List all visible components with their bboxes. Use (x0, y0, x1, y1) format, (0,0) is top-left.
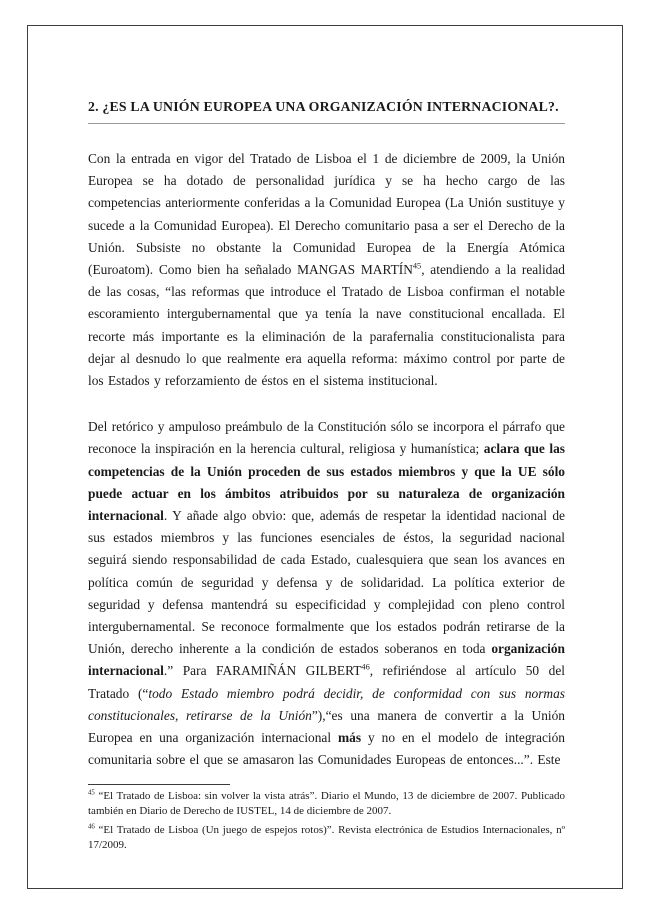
footnote-separator (88, 784, 230, 785)
footnote-marker: 46 (88, 823, 95, 831)
heading-underline (88, 123, 565, 124)
paragraph-2: Del retórico y ampuloso preámbulo de la Constitución sólo se incorpora el párrafo que reconoce la inspiración en la herencia cultural, religiosa y humanística; aclara que las competencias de la Unión proceden de sus estados miembros y que la UE sólo puede actuar en los ámbitos atribuidos por su naturaleza de organización internacional. Y añade algo obvio: que, además de respetar la identidad nacional de sus estados miembros y las funciones esenciales de éstos, la seguridad nacional seguirá siendo responsabilidad de cada Estado, cualesquiera que sean los avances en política común de seguridad y defensa y de solidaridad. La política exterior de seguridad y defensa mantendrá su especificidad y complejidad con pleno control intergubernamental. Se reconoce formalmente que los estados podrán retirarse de la Unión, derecho inherente a la condición de estados soberanos en toda organización internacional.” Para FARAMIÑÁN GILBERT$^{46}$, refiriéndose al artículo 50 del Tratado (“todo Estado miembro podrá decidir, de conformidad con sus normas constitucionales, retirarse de la Unión”),“es una manera de convertir a la Unión Europea en una organización internacional más y no en el modelo de integración comunitaria sobre el que se amasaron las Comunidades Europeas de entonces...”. Este (88, 419, 565, 768)
paragraph-1: Con la entrada en vigor del Tratado de Lisboa el 1 de diciembre de 2009, la Unión Europea se ha dotado de personalidad jurídica y se ha hecho cargo de las competencias anteriormente conferidas a la Comunidad Europea (La Unión sustituye y sucede a la Comunidad Europea). El Derecho comunitario pasa a ser el Derecho de la Unión. Subsiste no obstante la Comunidad Europea de la Energía Atómica (Euroatom). Como bien ha señalado MANGAS MARTÍN$^{45}$, atendiendo a la realidad de las cosas, “las reformas que introduce el Tratado de Lisboa confirman el notable escoramiento intergubernamental que ya tenía la nave constitucional encallada. El recorte más importante es la eliminación de la parafernalia constitucionalista para dejar al desnudo lo que realmente era aquella reforma: máximo control por parte de los Estados y reforzamiento de éstos en el sistema institucional. (88, 151, 566, 389)
page-border (27, 25, 623, 889)
footnote-marker: 45 (88, 789, 95, 797)
page-content (28, 26, 622, 853)
section-heading: 2. ¿ES LA UNIÓN EUROPEA UNA ORGANIZACIÓN INTERNACIONAL?. (88, 99, 559, 114)
footnote-46 (88, 823, 565, 853)
footnote-45 (88, 789, 565, 819)
footnote-text: “El Tratado de Lisboa: sin volver la vista atrás”. Diario el Mundo, 13 de diciembre de 2007. Publicado también en Diario de Derecho de IUSTEL, 14 de diciembre de 2007. (88, 790, 565, 818)
footnote-text: “El Tratado de Lisboa (Un juego de espejos rotos)”. Revista electrónica de Estudios Internacionales, nº 17/2009. (88, 824, 565, 852)
